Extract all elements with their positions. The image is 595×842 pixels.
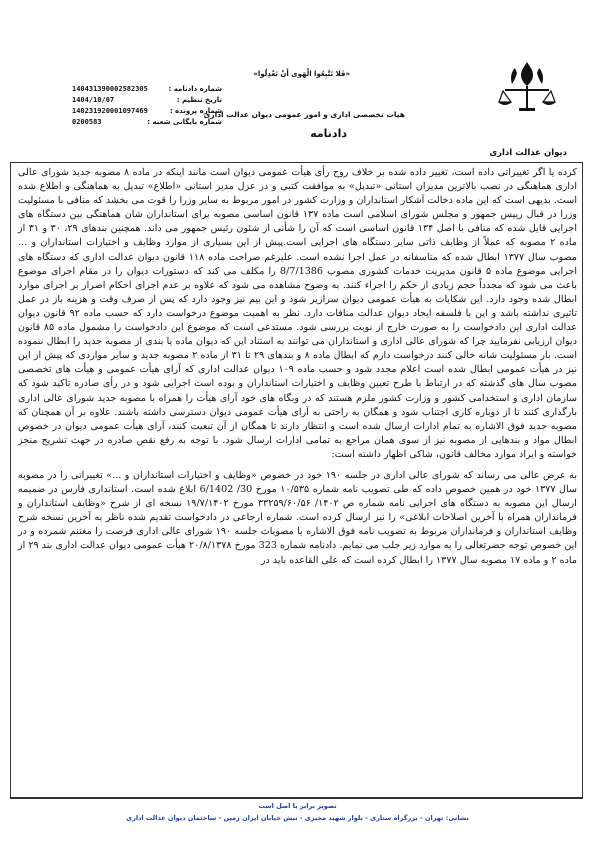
court-name: دیوان عدالت اداری (489, 148, 567, 158)
document-body (18, 166, 577, 568)
meta-row-case-number (72, 106, 222, 117)
meta-value: 140231920001097469 (72, 107, 148, 115)
footer-address: نشانی: تهران - بزرگراه ستاری - بلوار شهید مخبری - نبش خیابان ایران زمین - ساختمان دیوان عدالت اداری (126, 814, 469, 822)
document-meta (72, 84, 222, 128)
meta-label: شماره پرونده : (169, 107, 222, 115)
court-emblem-icon (497, 58, 557, 118)
document-header (10, 40, 585, 164)
meta-value: 0200583 (72, 118, 102, 126)
meta-label: شماره بایگانی شعبه : (147, 118, 222, 126)
quran-verse: «فَلا تَتَّبِعُوا الْهَوى أَنْ تَعْدِلُوا» (253, 70, 350, 78)
meta-value: 1404/10/07 (72, 96, 115, 104)
attestation-note: تصویر برابر با اصل است (258, 802, 337, 810)
meta-row-ruling-number (72, 84, 222, 95)
meta-value: 140431390002582305 (72, 85, 148, 93)
body-paragraph: کرده یا اگر تغییراتی داده است، تغییر داده شده بر خلاف روح رأی هیأت عمومی دیوان است مانند اینکه در ماده ۸ مصوبه جدید شورای عالی اداری هماهنگی در نصب بالاترین مدیران استانی «تبدیل» به موافقت کتبی و در عزل مدیر استانی «اطلاع» تبدیل به هماهنگی و اطلاع شده است. بدیهی است که این ماده دخالت آشکار استانداران و وزارت کشور در امور مربوط به سایر وزرا را قوت می بخشد که منافی با مسئولیت وزرا در قبال رییس جمهور و مجلس شورای اسلامی است ماده ۱۳۷ قانون اساسی مصوبه برای استانداران شان هماهنگی بین دستگاه های اجرایی قایل شده که منافی با اصل ۱۳۴ قانون اساسی است که آن را شأنی از شئون رئیس جمهور می داند. همچنین بندهای ۲۹، ۳۰ و ۳۱ از ماده ۲ مصوبه که عملاً از وظایف ذاتی سایر دستگاه های اجرایی است.پیش از این بسیاری از موارد وظایف و اختیارات استانداران و ... مصوب سال ۱۳۷۷ ابطال شده که متاسفانه در عمل اجرا نشده است. علیرغم صراحت ماده ۱۱۸ قانون دیوان عدالت اداری که دستگاه های اجرایی موضوع ماده ۵ قانون مدیریت خدمات کشوری مصوب 8/7/1386 را مکلف می کند که دستورات دیوان را در مقام اجرای موضوع باعث می شود که مجدداً حجم زیادی از حکم را اجراء کنند. به وضوح مشاهده می شود که علاوه بر عدم اجرای احکام اصرار بر اجرای موارد ابطال شده وجود دارد. این شکایات به هیأت عمومی دیوان سرازیر شود و این بیم نیز وجود دارد که پس از صرف وقت و هزینه باز در عمل تاثیری نداشته باشد و این با فلسفه ایجاد دیوان عدالت منافات دارد. نظر به اهمیت موضوع درخواست دارد که حسب ماده ۹۲ قانون دیوان عدالت اداری این دادخواست را به صورت خارج از نوبت بررسی شود. مستدعی است که موضوع این دادخواست را مشمول ماده ۸۵ قانون دیوان ارزیابی نفرمایید چرا که شورای عالی اداری و استانداران می توانند به استناد این که دیوان ماده یا بندی از مصوبه جدید را ابطال ننموده است. بار مسئولیت شانه خالی کنند درخواست دارم که ابطال ماده ۸ و بندهای ۲۹ تا ۳۱ از ماده ۲ مصوبه جدید و سایر مواردی که پیش از این نیز در هیأت عمومی ابطال شده است اعلام مجدد شود و حسب ماده ۱۰۹ دیوان عدالت اداری که آرای هیأت عمومی و هیأت های تخصصی مصوب سال های گذشته که در ارتباط با طرح تعیین وظایف و اختیارات استانداران و بوده است اجرایی شود و در رأی صادره تاکید شود که سازمان اداری و استخدامی کشور و وزارت کشور ملزم هستند که در وبگاه های خود آرای هیأت را همراه با مصوبه جدید شورای عالی اداری بارگذاری کنند تا از دوباره کاری اجتناب شود و همگان به راحتی به آرای هیأت عمومی دیوان دسترسی داشته باشند. علاوه بر آن همچنان که مصوبه جدید فوق الاشاره به تمام ادارات ارسال شده است و انتظار دارند تا همگان از آن تبعیت کنند، آرای هیأت عمومی دیوان در خصوص ابطال مواد و بندهایی از مصوبه نیز از سوی همان مراجع به تمامی ادارات ارسال شود. با توجه به رفع نقص صادره در جهت تشریح منجز خواسته و ایراد موارد مخالف قانون، شاکی اظهار داشته است: (18, 167, 578, 460)
footer-divider (10, 798, 583, 799)
body-paragraph: به عرض عالی می رساند که شورای عالی اداری در جلسه ۱۹۰ خود در خصوص «وظایف و اختیارات استانداران و ...» تغییراتی را در مصوبه سال ۱۳۷۷ خود در همین خصوص داده که طی تصویب نامه شماره ۱۰/۵۳۵ مورخ 30/ 6/1402 ابلاغ شده است. استانداری فارس در ضمیمه ارسال این مصوبه به دستگاه های اجرایی نامه شماره ص ۱۴۰۲/ ۳۳۲۵۹/۶۰/۵۶ مورخ ۱۹/۷/۱۴۰۲ نسخه ای از شرح «وظایف استانداران و فرمانداران همراه با آخرین اصلاحات ابلاغی» را نیز ارسال کرده است. شماره ارجاعی در دادخواست تقدیم شده ناظر به آخرین نسخه شرح وظایف استانداران و فرمانداران مربوط به تصویب نامه فوق الاشاره یا مصوبات جلسه ۱۹۰ شورای عالی اداری فرصت را مغتنم شمرده و در این خصوص توجه حضرتعالی را به موارد زیر جلب می نمایم. دادنامه شماره 323 مورخ ۲۰/۸/۱۳۷۸ هیأت عمومی دیوان عدالت اداری بند ۲۹ از ماده ۲ و ماده ۱۷ مصوبه سال ۱۳۷۷ را ابطال کرده است که علی القاعده باید در (18, 469, 577, 566)
board-name: هیات تخصصی اداری و امور عمومی دیوان عدالت اداری (203, 110, 405, 119)
meta-label: شماره دادنامه : (168, 85, 222, 93)
meta-label: تاریخ تنظیم : (176, 96, 222, 104)
meta-row-archive-number (72, 117, 222, 128)
meta-row-date (72, 95, 222, 106)
document-title: دادنامه (310, 127, 347, 140)
